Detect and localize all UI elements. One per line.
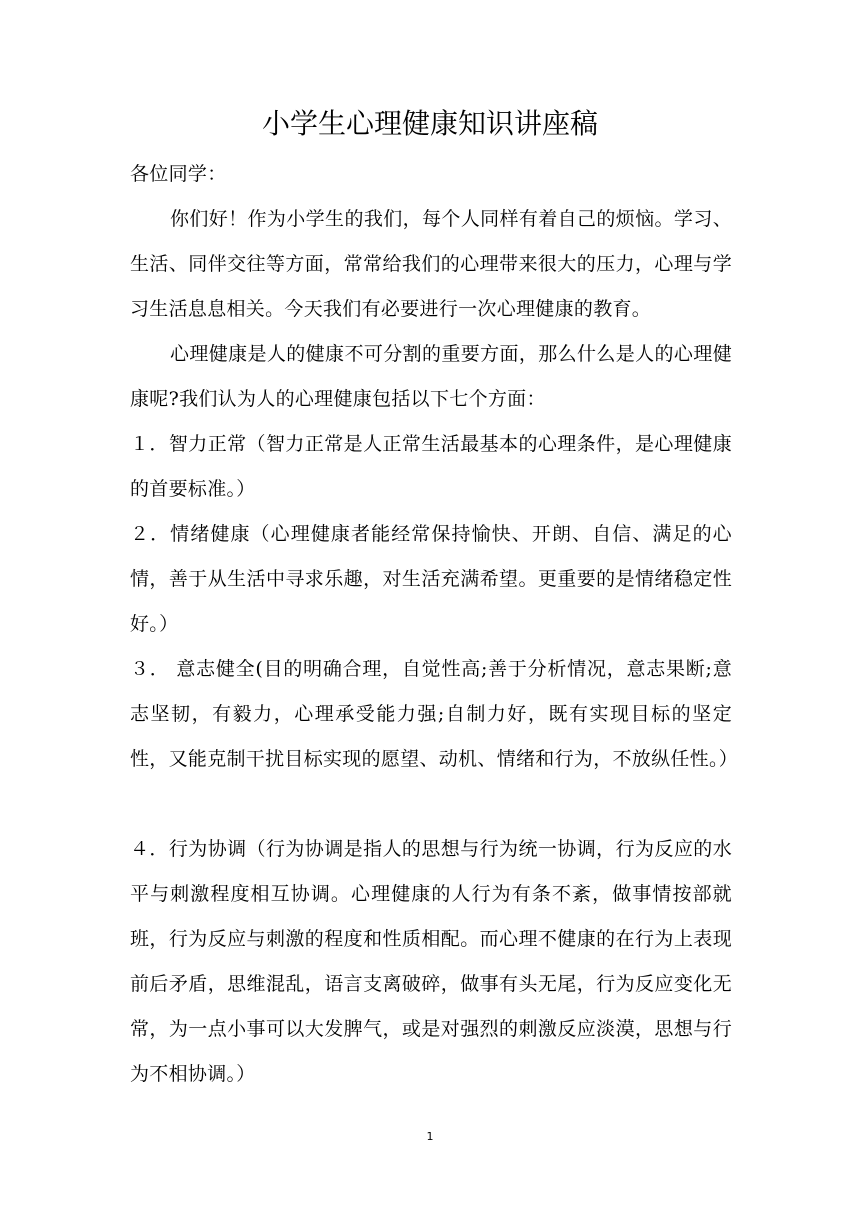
list-item-will: ３． 意志健全(目的明确合理，自觉性高;善于分析情况，意志果断;意志坚韧，有毅力，心理承受能力强;自制力好，既有实现目标的坚定性，又能克制干扰目标实现的愿望、动机、情绪和行为，不放纵任性。） — [130, 658, 739, 770]
list-item-intelligence: １．智力正常（智力正常是人正常生活最基本的心理条件，是心理健康的首要标准。） — [130, 433, 732, 500]
paragraph-definition: 心理健康是人的健康不可分割的重要方面，那么什么是人的心理健康呢?我们认为人的心理健康包括以下七个方面： — [130, 343, 732, 410]
list-item-behavior: ４．行为协调（行为协调是指人的思想与行为统一协调，行为反应的水平与刺激程度相互协调。心理健康的人行为有条不紊，做事情按部就班，行为反应与刺激的程度和性质相配。而心理不健康的在行为上表现前后矛盾，思维混乱，语言支离破碎，做事有头无尾，行为反应变化无常，为一点小事可以大发脾气，或是对强烈的刺激反应淡漠，思想与行为不相协调。） — [130, 838, 732, 1085]
page-number: 1 — [426, 1130, 434, 1143]
greeting: 各位同学： — [130, 163, 227, 185]
document-title: 小学生心理健康知识讲座稿 — [261, 107, 598, 140]
paragraph-intro: 你们好！作为小学生的我们，每个人同样有着自己的烦恼。学习、生活、同伴交往等方面，常常给我们的心理带来很大的压力，心理与学习生活息息相关。今天我们有必要进行一次心理健康的教育。 — [130, 208, 732, 320]
list-item-emotion: ２．情绪健康（心理健康者能经常保持愉快、开朗、自信、满足的心情，善于从生活中寻求乐趣，对生活充满希望。更重要的是情绪稳定性好。） — [130, 523, 732, 635]
